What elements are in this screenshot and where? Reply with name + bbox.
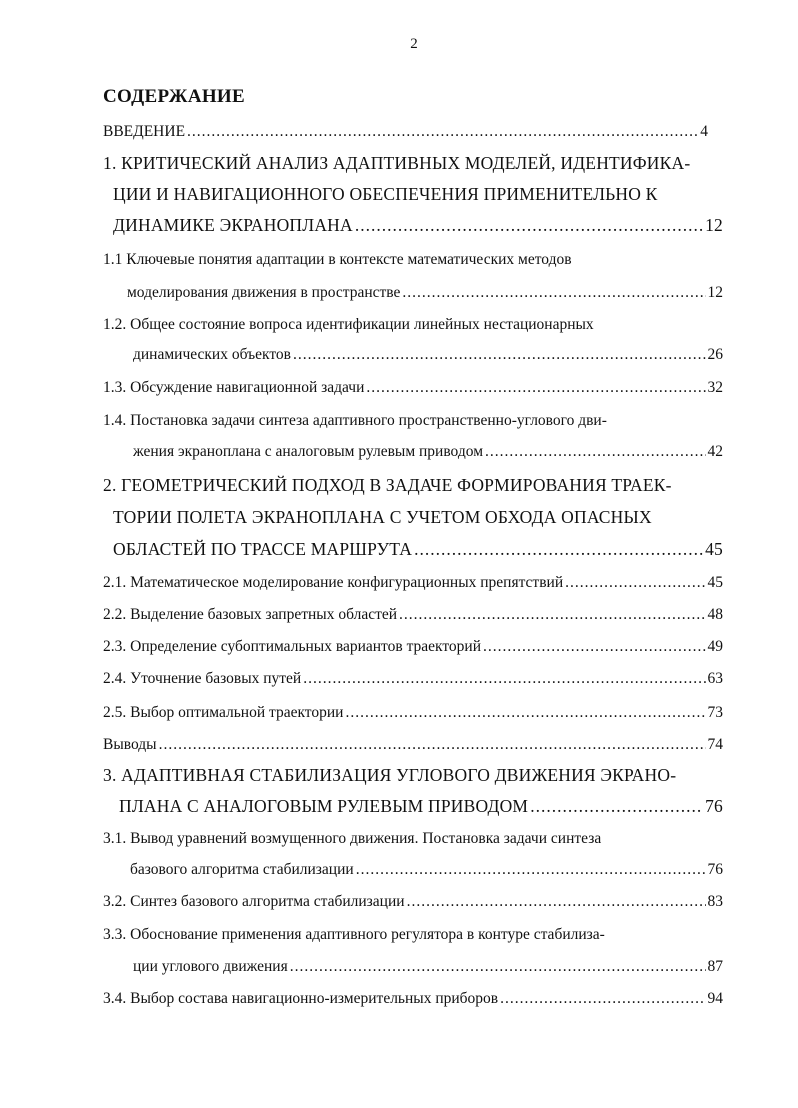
leader-dots	[159, 736, 706, 754]
toc-entry-text: ции углового движения	[133, 958, 288, 975]
leader-dots	[290, 958, 706, 976]
toc-page: 32	[707, 379, 723, 396]
chapter-1-heading-line-1: 1. КРИТИЧЕСКИЙ АНАЛИЗ АДАПТИВНЫХ МОДЕЛЕЙ, ИДЕНТИФИКА-	[103, 153, 691, 173]
page-number: 2	[410, 36, 418, 52]
toc-page: 76	[707, 861, 723, 878]
toc-entry-text: 3.4. Выбор состава навигационно-измерительных приборов	[103, 990, 499, 1007]
toc-page: 49	[707, 638, 723, 655]
toc-entry-section-1-4[interactable]	[133, 443, 723, 461]
toc-page: 76	[705, 796, 723, 816]
toc-entry-intro[interactable]	[103, 123, 708, 141]
leader-dots	[366, 379, 705, 397]
toc-entry-text: ВВЕДЕНИЕ	[103, 123, 186, 140]
leader-dots	[303, 670, 705, 688]
leader-dots	[293, 346, 706, 364]
toc-page: 45	[705, 539, 723, 559]
toc-entry-section-3-1[interactable]	[130, 861, 723, 879]
toc-page: 48	[707, 606, 723, 623]
toc-entry-text: Выводы	[103, 736, 157, 753]
leader-dots	[485, 443, 705, 461]
leader-dots	[414, 539, 703, 560]
toc-page: 4	[700, 123, 708, 140]
toc-entry-section-3-3[interactable]	[133, 958, 723, 976]
leader-dots	[565, 574, 705, 592]
toc-entry-text: 1.3. Обсуждение навигационной задачи	[103, 379, 365, 396]
chapter-1-heading-line-2: ЦИИ И НАВИГАЦИОННОГО ОБЕСПЕЧЕНИЯ ПРИМЕНИТЕЛЬНО К	[113, 184, 658, 204]
toc-page: 74	[707, 736, 723, 753]
toc-entry-text: ОБЛАСТЕЙ ПО ТРАССЕ МАРШРУТА	[113, 539, 413, 559]
chapter-2-heading-line-2: ТОРИИ ПОЛЕТА ЭКРАНОПЛАНА С УЧЕТОМ ОБХОДА ОПАСНЫХ	[113, 507, 652, 527]
toc-entry-text: 3.2. Синтез базового алгоритма стабилизации	[103, 893, 405, 910]
toc-page: 63	[707, 670, 723, 687]
leader-dots	[355, 215, 703, 236]
toc-entry-chapter-2[interactable]	[113, 539, 723, 560]
leader-dots	[483, 638, 705, 656]
toc-page: 12	[705, 215, 723, 235]
leader-dots	[500, 990, 705, 1008]
toc-page: 94	[707, 990, 723, 1007]
toc-page: 45	[707, 574, 723, 591]
toc-title: СОДЕРЖАНИЕ	[103, 86, 245, 107]
toc-entry-section-2-4[interactable]	[103, 670, 723, 688]
toc-entry-conclusions[interactable]	[103, 736, 723, 754]
toc-page: 26	[707, 346, 723, 363]
toc-entry-section-2-1[interactable]	[103, 574, 723, 592]
toc-entry-chapter-3[interactable]	[119, 796, 723, 817]
toc-page: 42	[707, 443, 723, 460]
toc-entry-text: 2.2. Выделение базовых запретных областей	[103, 606, 398, 623]
toc-entry-text: динамических объектов	[133, 346, 291, 363]
toc-entry-text: ДИНАМИКЕ ЭКРАНОПЛАНА	[113, 215, 353, 235]
chapter-3-heading-line-1: 3. АДАПТИВНАЯ СТАБИЛИЗАЦИЯ УГЛОВОГО ДВИЖЕНИЯ ЭКРАНО-	[103, 765, 677, 785]
toc-entry-text: моделирования движения в пространстве	[127, 284, 401, 301]
toc-page: 83	[707, 893, 723, 910]
section-3-1-line-1: 3.1. Вывод уравнений возмущенного движения. Постановка задачи синтеза	[103, 830, 602, 847]
toc-entry-section-2-3[interactable]	[103, 638, 723, 656]
toc-entry-section-1-2[interactable]	[133, 346, 723, 364]
toc-page: 73	[707, 704, 723, 721]
leader-dots	[187, 123, 698, 141]
toc-entry-section-1-3[interactable]	[103, 379, 723, 397]
section-1-2-line-1: 1.2. Общее состояние вопроса идентификации линейных нестационарных	[103, 316, 594, 333]
toc-entry-text: жения экраноплана с аналоговым рулевым приводом	[133, 443, 484, 460]
leader-dots	[345, 704, 705, 722]
toc-entry-section-3-4[interactable]	[103, 990, 723, 1008]
toc-entry-text: 2.3. Определение субоптимальных вариантов траекторий	[103, 638, 482, 655]
leader-dots	[530, 796, 703, 817]
leader-dots	[402, 284, 705, 302]
toc-entry-text: базового алгоритма стабилизации	[130, 861, 354, 878]
leader-dots	[399, 606, 705, 624]
chapter-2-heading-line-1: 2. ГЕОМЕТРИЧЕСКИЙ ПОДХОД В ЗАДАЧЕ ФОРМИРОВАНИЯ ТРАЕК-	[103, 475, 672, 495]
toc-entry-section-2-2[interactable]	[103, 606, 723, 624]
toc-entry-text: 2.5. Выбор оптимальной траектории	[103, 704, 344, 721]
toc-entry-text: ПЛАНА С АНАЛОГОВЫМ РУЛЕВЫМ ПРИВОДОМ	[119, 796, 529, 816]
toc-entry-text: 2.1. Математическое моделирование конфигурационных препятствий	[103, 574, 564, 591]
toc-entry-section-3-2[interactable]	[103, 893, 723, 911]
toc-entry-text: 2.4. Уточнение базовых путей	[103, 670, 302, 687]
toc-page: 12	[707, 284, 723, 301]
toc-page: 87	[707, 958, 723, 975]
section-1-1-line-1: 1.1 Ключевые понятия адаптации в контексте математических методов	[103, 251, 572, 268]
toc-entry-section-1-1[interactable]	[127, 284, 723, 302]
toc-entry-section-2-5[interactable]	[103, 704, 723, 722]
section-3-3-line-1: 3.3. Обоснование применения адаптивного регулятора в контуре стабилиза-	[103, 926, 605, 943]
section-1-4-line-1: 1.4. Постановка задачи синтеза адаптивного пространственно-углового дви-	[103, 412, 607, 429]
leader-dots	[407, 893, 706, 911]
leader-dots	[356, 861, 706, 879]
toc-entry-chapter-1[interactable]	[113, 215, 723, 236]
